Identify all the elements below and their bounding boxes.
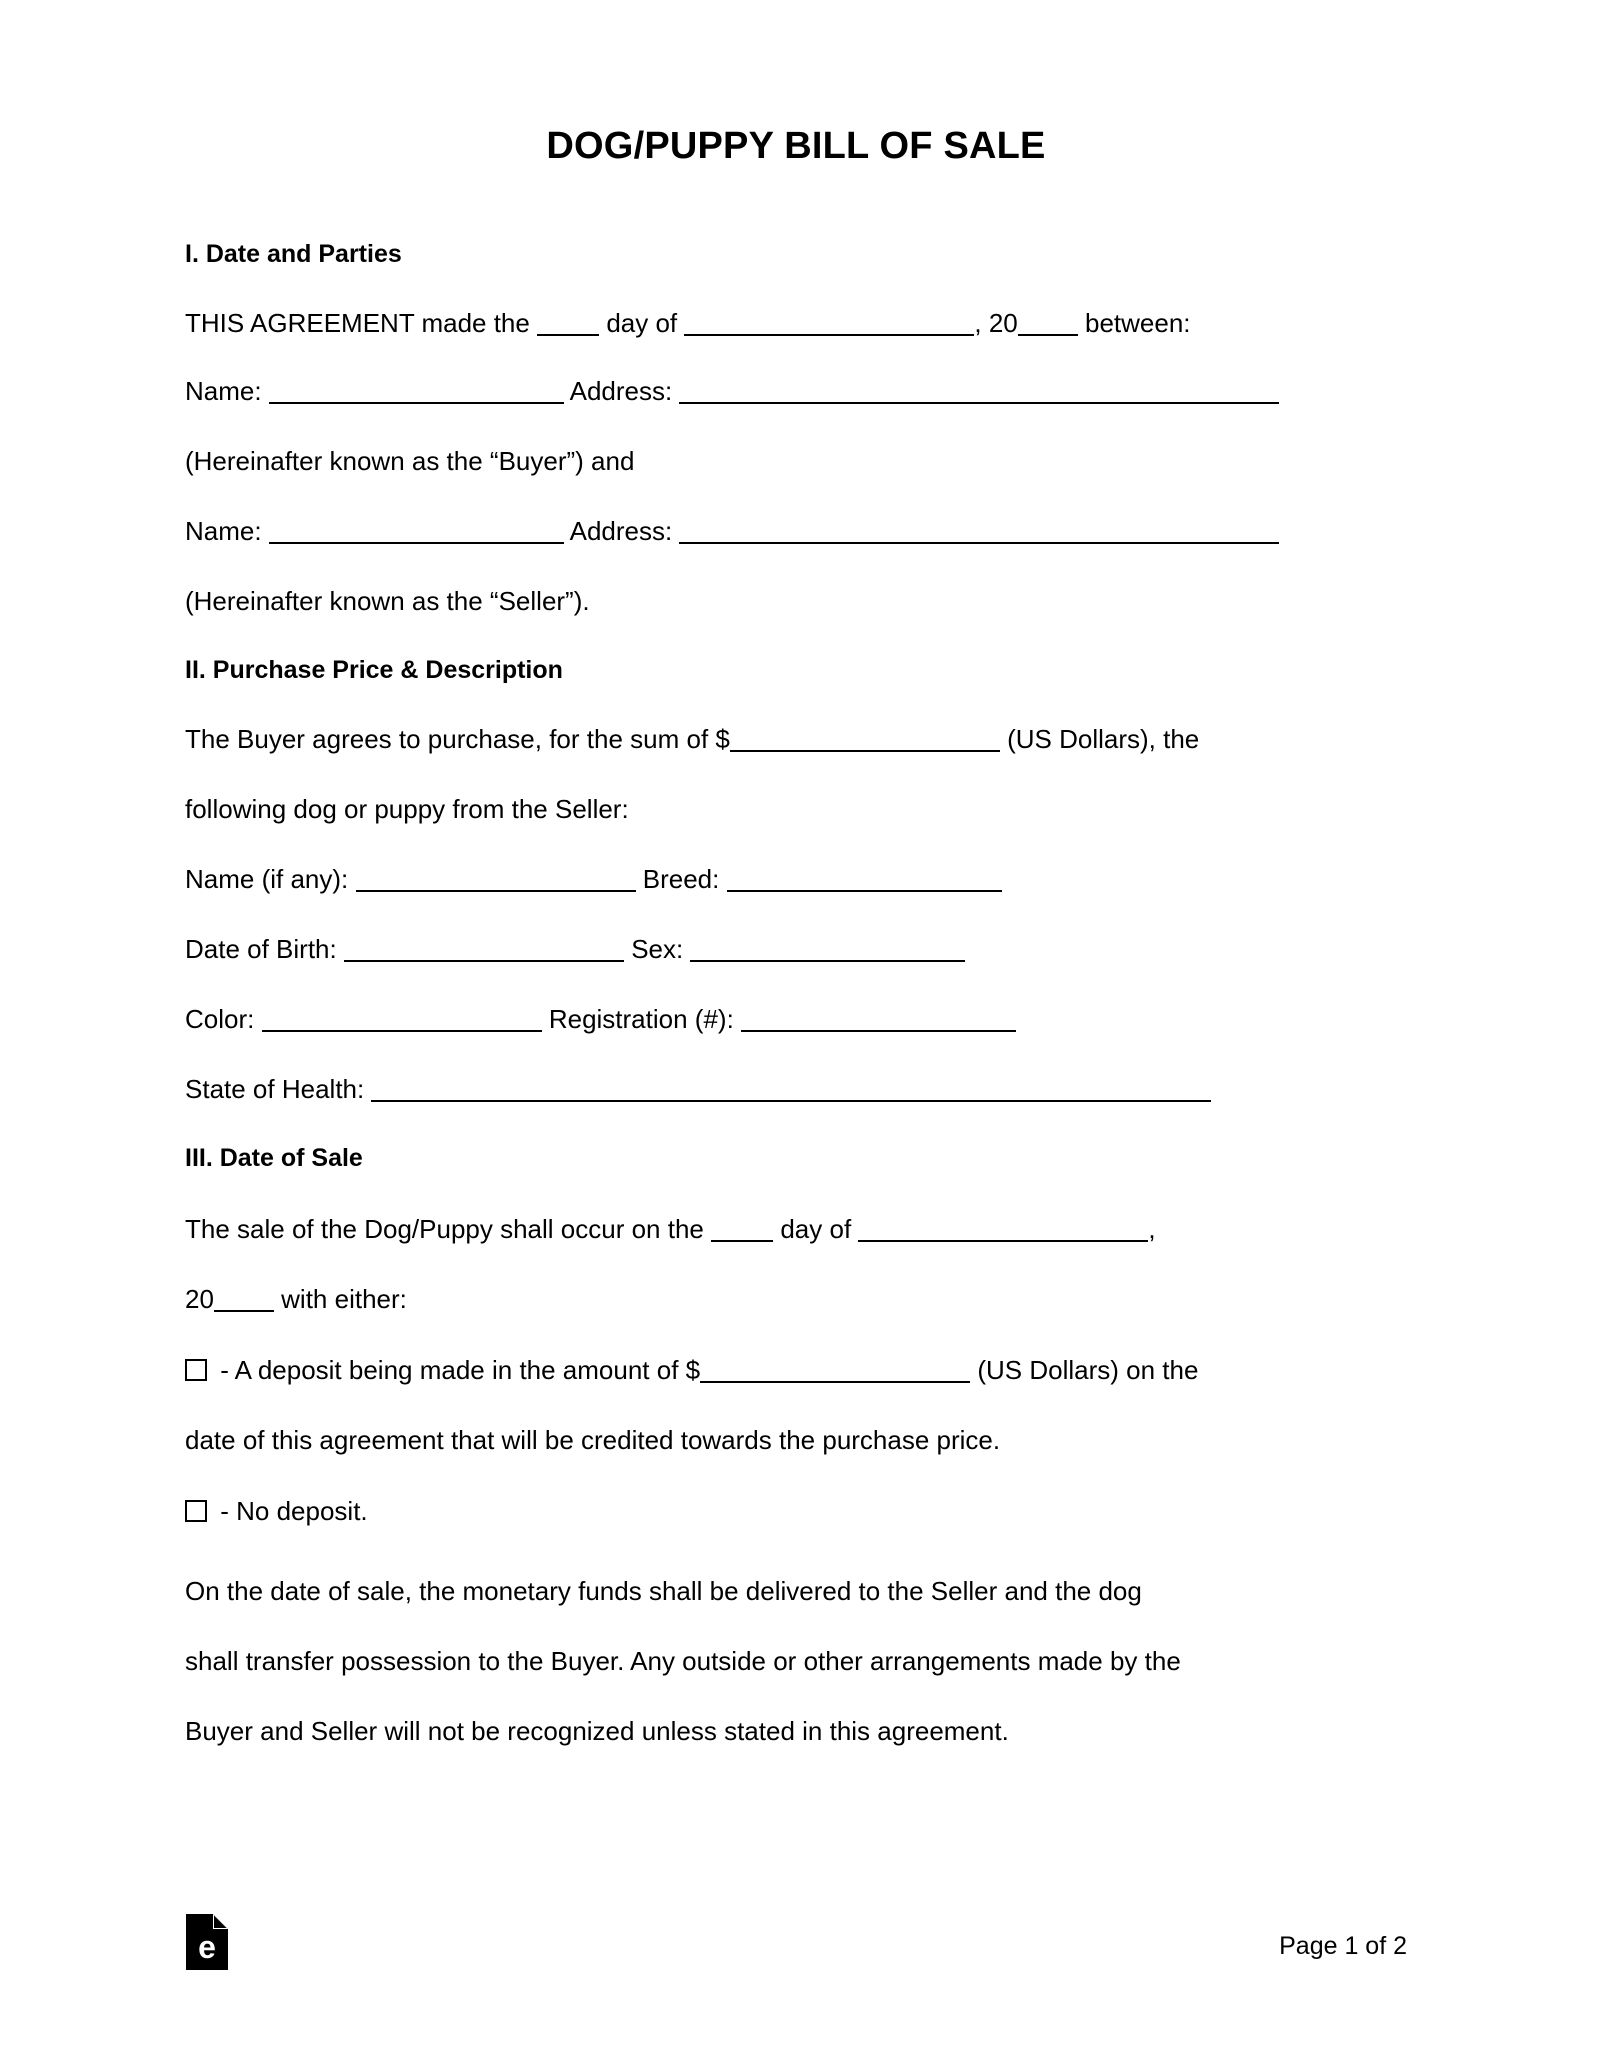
purchase-following-text: following dog or puppy from the Seller:	[185, 794, 629, 824]
deposit-checkbox[interactable]	[185, 1359, 207, 1381]
deposit-amount-input[interactable]	[700, 1381, 970, 1383]
closing-paragraph-line-1	[185, 1578, 1407, 1605]
deposit-option-credit-text: date of this agreement that will be credited towards the purchase price.	[185, 1425, 1001, 1455]
section-heading-date-and-parties	[185, 242, 1407, 267]
no-deposit-option-row[interactable]	[185, 1498, 1407, 1525]
sale-comma-text: ,	[1148, 1214, 1156, 1244]
document-body	[185, 0, 1407, 165]
page-number: Page 1 of 2	[1279, 1932, 1407, 1960]
dog-color-registration-line	[185, 1006, 1407, 1033]
purchase-sum-line	[185, 726, 1407, 753]
dog-name-input[interactable]	[356, 890, 636, 892]
buyer-address-label: Address:	[569, 376, 673, 406]
seller-definition-line	[185, 588, 1407, 615]
closing-text-line-1: On the date of sale, the monetary funds shall be delivered to the Seller and the dog	[185, 1576, 1142, 1606]
purchase-suffix-text: (US Dollars), the	[1007, 724, 1200, 754]
no-deposit-option-text: - No deposit.	[220, 1496, 368, 1526]
dog-name-breed-line	[185, 866, 1407, 893]
dog-state-of-health-label: State of Health:	[185, 1074, 365, 1104]
agreement-prefix-text: THIS AGREEMENT made the	[185, 308, 530, 338]
sale-month-blank[interactable]	[858, 1240, 1148, 1242]
svg-text:e: e	[198, 1929, 216, 1965]
agreement-year-prefix-text: , 20	[974, 308, 1018, 338]
deposit-option-line-2	[185, 1427, 1407, 1454]
dog-sex-label: Sex:	[631, 934, 684, 964]
sale-year-line	[185, 1286, 1407, 1313]
closing-text-line-3: Buyer and Seller will not be recognized unless stated in this agreement.	[185, 1716, 1009, 1746]
buyer-address-input[interactable]	[679, 402, 1279, 404]
dog-state-of-health-input[interactable]	[371, 1100, 1211, 1102]
deposit-option-suffix-text: (US Dollars) on the	[977, 1355, 1199, 1385]
seller-name-label: Name:	[185, 516, 262, 546]
dog-dob-input[interactable]	[344, 960, 624, 962]
sale-day-blank[interactable]	[711, 1240, 773, 1242]
dog-breed-label: Breed:	[642, 864, 720, 894]
dog-registration-input[interactable]	[741, 1030, 1016, 1032]
closing-paragraph-line-2	[185, 1648, 1407, 1675]
closing-paragraph-line-3	[185, 1718, 1407, 1745]
seller-name-input[interactable]	[269, 542, 564, 544]
section-three-heading: III. Date of Sale	[185, 1144, 363, 1172]
section-heading-date-of-sale	[185, 1146, 1407, 1171]
section-heading-purchase-price	[185, 658, 1407, 683]
section-one-heading: I. Date and Parties	[185, 240, 402, 268]
seller-address-label: Address:	[569, 516, 673, 546]
dog-sex-input[interactable]	[690, 960, 965, 962]
sale-year-prefix-text: 20	[185, 1284, 214, 1314]
dog-dob-label: Date of Birth:	[185, 934, 337, 964]
sale-year-blank[interactable]	[214, 1310, 274, 1312]
sale-date-line	[185, 1216, 1407, 1243]
deposit-option-prefix-text: - A deposit being made in the amount of $	[220, 1355, 701, 1385]
agreement-day-of-text: day of	[606, 308, 678, 338]
sale-prefix-text: The sale of the Dog/Puppy shall occur on the	[185, 1214, 704, 1244]
agreement-year-blank[interactable]	[1018, 334, 1078, 336]
section-two-heading: II. Purchase Price & Description	[185, 656, 563, 684]
dog-color-label: Color:	[185, 1004, 255, 1034]
buyer-name-label: Name:	[185, 376, 262, 406]
dog-color-input[interactable]	[262, 1030, 542, 1032]
sale-with-either-text: with either:	[281, 1284, 407, 1314]
page-title: DOG/PUPPY BILL OF SALE	[546, 125, 1046, 167]
seller-definition-text: (Hereinafter known as the “Seller”).	[185, 586, 590, 616]
buyer-name-input[interactable]	[269, 402, 564, 404]
purchase-prefix-text: The Buyer agrees to purchase, for the sum of $	[185, 724, 730, 754]
sale-day-of-text: day of	[780, 1214, 852, 1244]
no-deposit-checkbox[interactable]	[185, 1500, 207, 1522]
seller-address-input[interactable]	[679, 542, 1279, 544]
deposit-option-row[interactable]	[185, 1357, 1407, 1384]
agreement-month-blank[interactable]	[684, 334, 974, 336]
buyer-definition-line	[185, 448, 1407, 475]
dog-registration-label: Registration (#):	[548, 1004, 734, 1034]
dog-dob-sex-line	[185, 936, 1407, 963]
agreement-date-line	[185, 310, 1407, 337]
agreement-between-text: between:	[1085, 308, 1191, 338]
closing-text-line-2: shall transfer possession to the Buyer. Any outside or other arrangements made by the	[185, 1646, 1181, 1676]
purchase-sum-line-2	[185, 796, 1407, 823]
purchase-sum-input[interactable]	[730, 750, 1000, 752]
buyer-name-address-line	[185, 378, 1407, 405]
buyer-definition-text: (Hereinafter known as the “Buyer”) and	[185, 446, 635, 476]
agreement-day-blank[interactable]	[537, 334, 599, 336]
seller-name-address-line	[185, 518, 1407, 545]
dog-state-of-health-line	[185, 1076, 1407, 1103]
dog-breed-input[interactable]	[727, 890, 1002, 892]
dog-name-label: Name (if any):	[185, 864, 349, 894]
eforms-logo-icon	[186, 1914, 228, 1970]
